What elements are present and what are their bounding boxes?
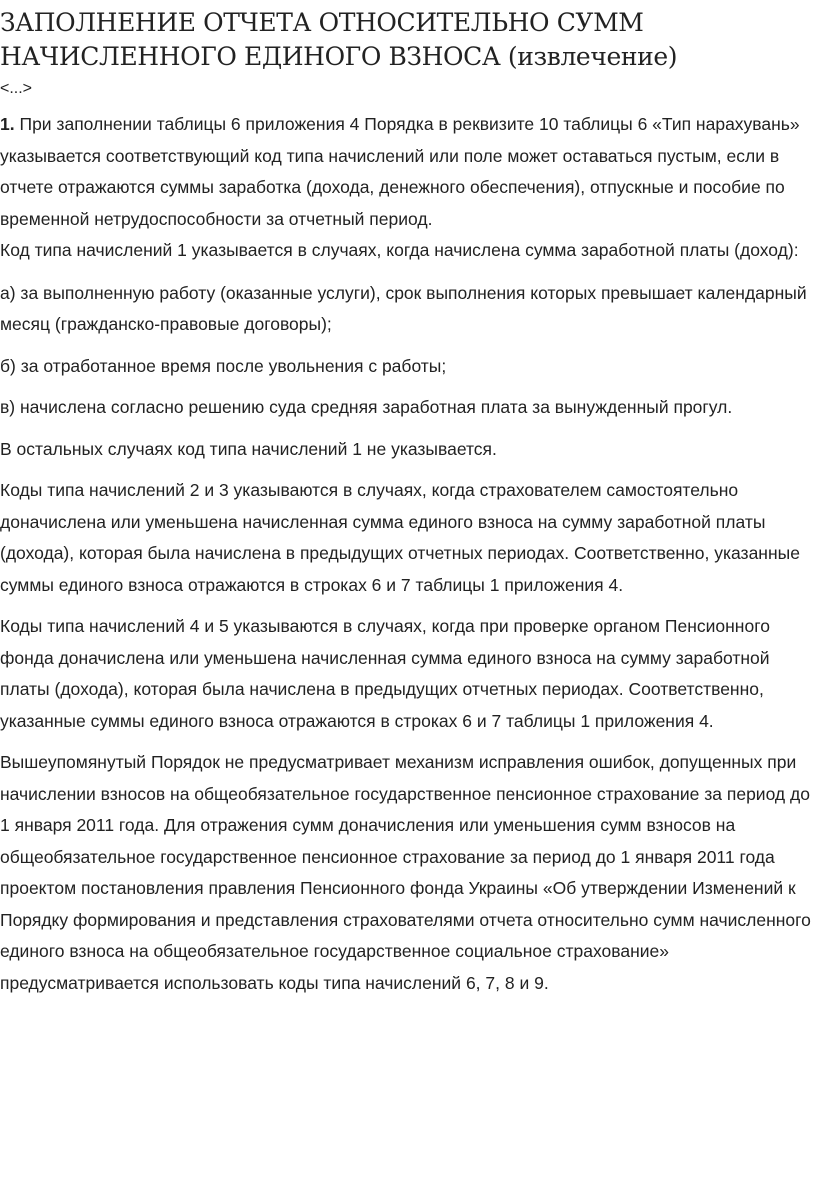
paragraph-4: б) за отработанное время после увольнения с работы; bbox=[0, 355, 447, 376]
paragraph-1-text: При заполнении таблицы 6 приложения 4 Порядка в реквизите 10 таблицы 6 «Тип нарахувань» указывается соответствующий код типа начислений или поле может оставаться пустым, если в отчете отражаются суммы заработка (дохода, денежного обеспечения), отпускные и пособие по временной нетрудоспособности за отчетный период. bbox=[0, 114, 800, 229]
title-line-1: ЗАПОЛНЕНИЕ ОТЧЕТА ОТНОСИТЕЛЬНО СУММ bbox=[0, 8, 644, 37]
paragraph-1 bbox=[0, 109, 812, 235]
paragraph-9: Вышеупомянутый Порядок не предусматривает механизм исправления ошибок, допущенных при начислении взносов на общеобязательное государственное пенсионное страхование за период до 1 января 2011 года. Для отражения сумм доначисления или уменьшения сумм взносов на общеобязательное государственное пенсионное страхование за период до 1 января 2011 года проектом постановления правления Пенсионного фонда Украины «Об утверждении Изменений к Порядку формирования и представления страхователями отчета относительно сумм начисленного единого взноса на общеобязательное государственное социальное страхование» предусматривается использовать коды типа начислений 6, 7, 8 и 9. bbox=[0, 752, 811, 993]
title-line-2: НАЧИСЛЕННОГО ЕДИНОГО ВЗНОСА (извлечение) bbox=[0, 42, 678, 71]
paragraph-6: В остальных случаях код типа начислений 1 не указывается. bbox=[0, 438, 497, 459]
item-number: 1. bbox=[0, 114, 15, 134]
paragraph-8: Коды типа начислений 4 и 5 указываются в случаях, когда при проверке органом Пенсионного фонда доначислена или уменьшена начисленная сумма единого взноса на сумму заработной платы (дохода), которая была начислена в предыдущих отчетных периодах. Соответственно, указанные суммы единого взноса отражаются в строках 6 и 7 таблицы 1 приложения 4. bbox=[0, 616, 770, 731]
paragraph-5: в) начислена согласно решению суда средняя заработная плата за вынужденный прогул. bbox=[0, 397, 733, 417]
omission-marker: <...> bbox=[0, 80, 33, 97]
paragraph-7: Коды типа начислений 2 и 3 указываются в случаях, когда страхователем самостоятельно доначислена или уменьшена начисленная сумма единого взноса на сумму заработной платы (дохода), которая была начислена в предыдущих отчетных периодах. Соответственно, указанные суммы единого взноса отражаются в строках 6 и 7 таблицы 1 приложения 4. bbox=[0, 480, 800, 595]
paragraph-2: Код типа начислений 1 указывается в случаях, когда начислена сумма заработной платы (доход): bbox=[0, 240, 799, 260]
paragraph-3: а) за выполненную работу (оказанные услуги), срок выполнения которых превышает календарный месяц (гражданско-правовые договоры); bbox=[0, 282, 807, 334]
document-title bbox=[0, 0, 812, 74]
